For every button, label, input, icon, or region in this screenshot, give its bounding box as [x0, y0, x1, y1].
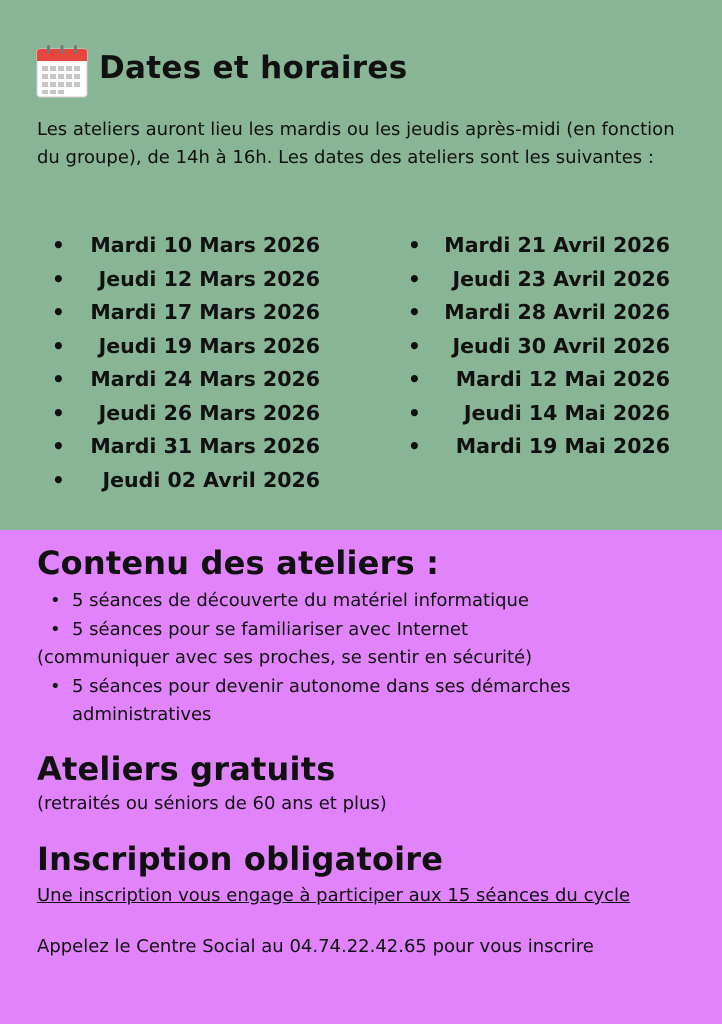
- date-item: • Jeudi 02 Avril 2026: [52, 467, 320, 492]
- dates-title: Dates et horaires: [99, 50, 408, 86]
- dates-list-right: [408, 229, 670, 464]
- date-item: • Jeudi 14 Mai 2026: [408, 400, 670, 425]
- date-item: • Mardi 12 Mai 2026: [408, 367, 670, 391]
- dates-intro: Les ateliers auront lieu les mardis ou les jeudis après-midi (en fonction du groupe), de 14h à 16h. Les dates des ateliers sont les suivantes :: [37, 119, 675, 168]
- date-item: • Mardi 10 Mars 2026: [52, 233, 320, 257]
- date-item: • Jeudi 26 Mars 2026: [52, 400, 320, 425]
- dates-list-left: [52, 229, 320, 497]
- date-item: • Jeudi 23 Avril 2026: [408, 266, 670, 291]
- list-item: • 5 séances pour se familiariser avec Internet: [50, 618, 469, 640]
- inscription-call: Appelez le Centre Social au 04.74.22.42.65 pour vous inscrire: [37, 936, 594, 957]
- list-item-continuation: (communiquer avec ses proches, se sentir en sécurité): [37, 647, 533, 668]
- date-item: • Mardi 28 Avril 2026: [408, 300, 670, 324]
- date-item: • Jeudi 30 Avril 2026: [408, 333, 670, 358]
- list-item-continuation: administratives: [72, 704, 212, 725]
- date-item: • Mardi 24 Mars 2026: [52, 367, 320, 391]
- contenu-title: Contenu des ateliers :: [37, 544, 440, 582]
- inscription-title: Inscription obligatoire: [37, 840, 444, 878]
- calendar-icon: [36, 44, 88, 98]
- inscription-engagement: Une inscription vous engage à participer aux 15 séances du cycle: [37, 885, 631, 906]
- date-item: • Mardi 17 Mars 2026: [52, 300, 320, 324]
- date-item: • Mardi 21 Avril 2026: [408, 233, 670, 257]
- date-item: • Jeudi 19 Mars 2026: [52, 333, 320, 358]
- date-item: • Jeudi 12 Mars 2026: [52, 266, 320, 291]
- contenu-list: [0, 587, 722, 730]
- date-item: • Mardi 19 Mai 2026: [408, 434, 670, 458]
- date-item: • Mardi 31 Mars 2026: [52, 434, 320, 458]
- gratuits-title: Ateliers gratuits: [37, 750, 336, 788]
- list-item: • 5 séances pour devenir autonome dans ses démarches: [50, 675, 571, 697]
- list-item: • 5 séances de découverte du matériel informatique: [50, 590, 529, 611]
- gratuits-note: (retraités ou séniors de 60 ans et plus): [37, 793, 387, 814]
